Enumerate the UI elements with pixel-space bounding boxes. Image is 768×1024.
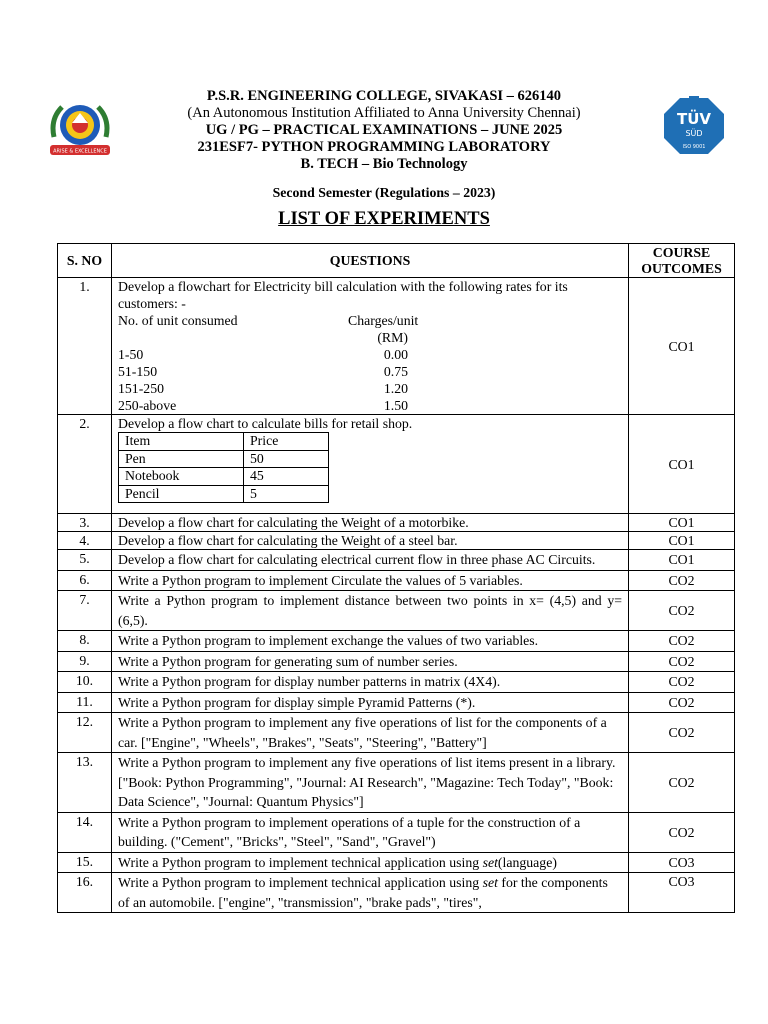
row-number: 8. <box>58 631 112 652</box>
question-text: Develop a flow chart for calculating electrical current flow in three phase AC Circuits. <box>112 550 629 571</box>
svg-text:TÜV: TÜV <box>676 110 712 128</box>
table-row <box>58 570 735 591</box>
row-number: 1. <box>58 278 112 415</box>
course-outcome: CO1 <box>629 532 735 550</box>
question-text: Develop a flow chart to calculate bills for retail shop. <box>118 416 413 431</box>
rate-value: 1.20 <box>383 381 408 396</box>
table-row <box>58 514 735 532</box>
question-text: Write a Python program to implement operations of a tuple for the construction of a building. ("Cement", "Bricks", "Steel", "Sand", "Gravel") <box>112 812 629 852</box>
question-text: Write a Python program for display number patterns in matrix (4X4). <box>112 672 629 693</box>
rate-value: 0.00 <box>383 347 408 362</box>
items-header: Item <box>119 433 244 451</box>
course-outcome: CO2 <box>629 591 735 631</box>
rate-value: 1.50 <box>383 398 408 413</box>
row-number: 4. <box>58 532 112 550</box>
course-outcome: CO1 <box>629 278 735 415</box>
row-number: 11. <box>58 692 112 713</box>
table-row <box>58 753 735 813</box>
course-outcome: CO3 <box>629 873 735 913</box>
course-outcome: CO2 <box>629 692 735 713</box>
course-outcome: CO2 <box>629 812 735 852</box>
question-text: Develop a flow chart for calculating the Weight of a steel bar. <box>112 532 629 550</box>
question-text: Write a Python program to implement Circulate the values of 5 variables. <box>112 570 629 591</box>
question-text: Write a Python program for generating sum of number series. <box>112 651 629 672</box>
course-outcome: CO1 <box>629 415 735 514</box>
table-row <box>58 591 735 631</box>
items-table <box>118 432 329 503</box>
rate-value: 0.75 <box>383 364 408 379</box>
table-row <box>58 713 735 753</box>
course-outcome: CO2 <box>629 713 735 753</box>
course-outcome: CO2 <box>629 570 735 591</box>
rate-range: 51-150 <box>118 364 158 379</box>
row-number: 15. <box>58 852 112 873</box>
rates-header: Charges/unit (RM) <box>348 313 419 345</box>
rates-list <box>118 312 622 414</box>
exam-title: UG / PG – PRACTICAL EXAMINATIONS – JUNE 2025 <box>205 122 563 138</box>
row-number: 14. <box>58 812 112 852</box>
question-text: Develop a flow chart for calculating the Weight of a motorbike. <box>112 514 629 532</box>
rate-range: 250-above <box>118 398 177 413</box>
item-name: Notebook <box>119 468 244 486</box>
row-number: 5. <box>58 550 112 571</box>
question-text: Write a Python program to implement distance between two points in x= (4,5) and y= (6,5). <box>112 591 629 631</box>
course-outcome: CO3 <box>629 852 735 873</box>
course-outcome: CO1 <box>629 550 735 571</box>
row-number: 3. <box>58 514 112 532</box>
item-price: 5 <box>244 485 329 503</box>
table-row <box>58 852 735 873</box>
table-row <box>58 415 735 514</box>
question-cell <box>112 415 629 514</box>
item-name: Pencil <box>119 485 244 503</box>
program: B. TECH – Bio Technology <box>300 156 468 172</box>
row-number: 2. <box>58 415 112 514</box>
experiments-table <box>57 243 735 913</box>
row-number: 12. <box>58 713 112 753</box>
header-co <box>629 244 735 278</box>
question-text: Develop a flowchart for Electricity bill calculation with the following rates for its <box>118 279 568 294</box>
rates-header: No. of unit consumed <box>118 313 238 328</box>
rate-range: 1-50 <box>118 347 144 362</box>
page-title: LIST OF EXPERIMENTS <box>278 209 490 229</box>
course-outcome: CO2 <box>629 672 735 693</box>
table-row <box>58 812 735 852</box>
question-text: Write a Python program to implement technical application using set(language) <box>112 852 629 873</box>
course-outcome: CO2 <box>629 631 735 652</box>
row-number: 13. <box>58 753 112 813</box>
svg-text:ARISE & EXCELLENCE: ARISE & EXCELLENCE <box>53 148 107 155</box>
row-number: 7. <box>58 591 112 631</box>
question-text: Write a Python program for display simple Pyramid Patterns (*). <box>112 692 629 713</box>
question-text: Write a Python program to implement any five operations of list for the components of a car. ["Engine", "Wheels", "Brakes", "Seats", "Steering", "Battery"] <box>112 713 629 753</box>
table-row <box>58 532 735 550</box>
semester: Second Semester (Regulations – 2023) <box>272 185 496 200</box>
item-name: Pen <box>119 450 244 468</box>
table-row <box>58 550 735 571</box>
course-outcome: CO1 <box>629 514 735 532</box>
table-row <box>58 672 735 693</box>
question-text: Write a Python program to implement any five operations of list items present in a library. ["Book: Python Programming", "Journal: AI Research", "Magazine: Tech Today", "Book: Data Science", "Journal: Quantum Physics"] <box>112 753 629 813</box>
row-number: 6. <box>58 570 112 591</box>
header-sno: S. NO <box>58 244 112 278</box>
question-cell <box>112 278 629 415</box>
svg-text:SÜD: SÜD <box>685 129 703 138</box>
question-text: customers: - <box>118 296 186 311</box>
course-outcome: CO2 <box>629 753 735 813</box>
affiliation: (An Autonomous Institution Affiliated to Anna University Chennai) <box>187 105 581 121</box>
item-price: 45 <box>244 468 329 486</box>
table-row <box>58 278 735 415</box>
question-text: Write a Python program to implement technical application using set for the components of an automobile. ["engine", "transmission", "brake pads", "tires", <box>112 873 629 913</box>
rate-range: 151-250 <box>118 381 164 396</box>
items-header: Price <box>244 433 329 451</box>
table-row <box>58 873 735 913</box>
row-number: 9. <box>58 651 112 672</box>
course-title: 231ESF7- PYTHON PROGRAMMING LABORATORY <box>197 139 551 155</box>
table-row <box>58 631 735 652</box>
item-price: 50 <box>244 450 329 468</box>
header-co-line1: COURSE <box>652 244 711 260</box>
header-questions: QUESTIONS <box>112 244 629 278</box>
question-text: Write a Python program to implement exchange the values of two variables. <box>112 631 629 652</box>
row-number: 10. <box>58 672 112 693</box>
college-name: P.S.R. ENGINEERING COLLEGE, SIVAKASI – 626140 <box>206 88 562 104</box>
table-row <box>58 692 735 713</box>
svg-text:ISO 9001: ISO 9001 <box>682 144 706 150</box>
row-number: 16. <box>58 873 112 913</box>
course-outcome: CO2 <box>629 651 735 672</box>
table-row <box>58 651 735 672</box>
header-co-line2: OUTCOMES <box>641 260 722 276</box>
